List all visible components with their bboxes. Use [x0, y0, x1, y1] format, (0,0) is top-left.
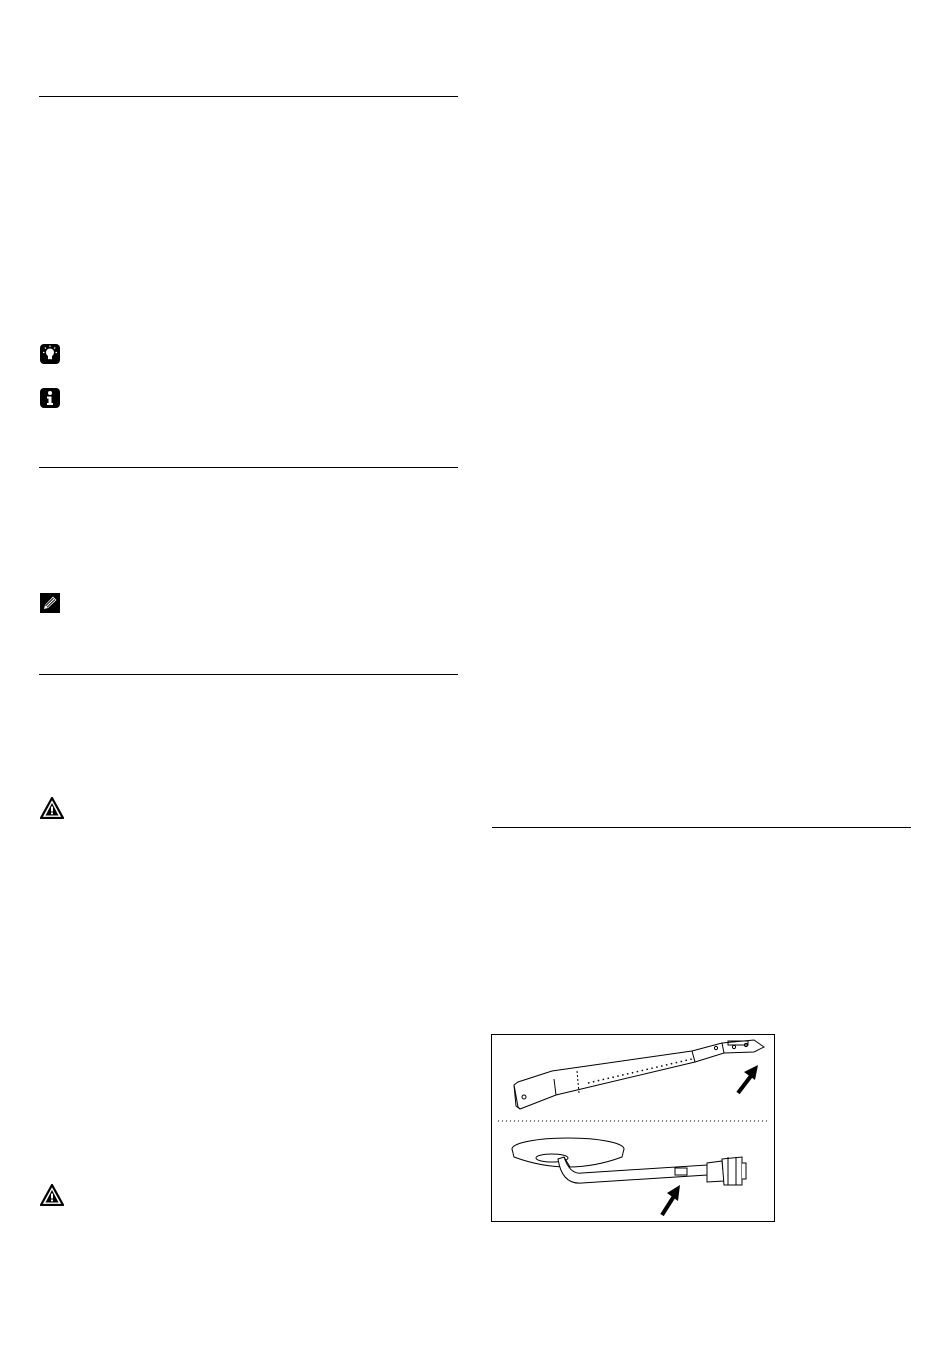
section-divider — [39, 674, 458, 675]
pencil-note-icon — [40, 593, 60, 613]
warning-triangle-icon — [40, 797, 64, 819]
section-divider — [492, 827, 911, 828]
arrow-icon — [738, 1065, 758, 1093]
section-divider — [39, 467, 458, 468]
info-icon — [40, 388, 60, 408]
lightbulb-icon — [40, 344, 60, 364]
round-burner-with-tube — [512, 1138, 746, 1185]
tube-burner — [514, 1040, 764, 1109]
section-divider — [39, 96, 458, 97]
burner-illustration — [491, 1034, 775, 1222]
warning-triangle-icon — [40, 1184, 64, 1206]
arrow-icon — [662, 1185, 680, 1215]
